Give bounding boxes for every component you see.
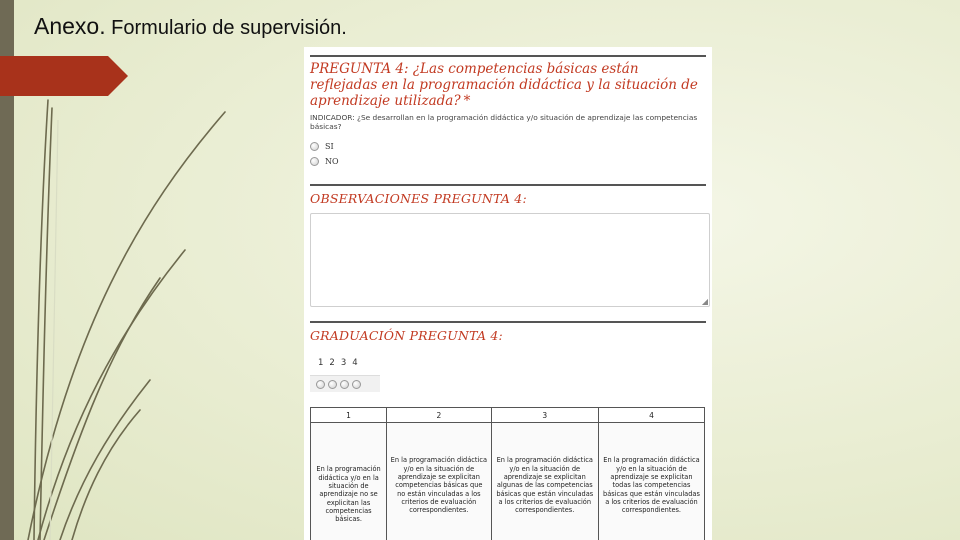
option-si[interactable]: [310, 142, 334, 151]
table-cell: En la programación didáctica y/o en la situación de aprendizaje se explicitan algunas de las competencias básicas que están vinculadas a los criterios de evaluación correspondientes.: [491, 423, 598, 540]
grading-radio-3[interactable]: [340, 380, 349, 389]
grading-radio-4[interactable]: [352, 380, 361, 389]
table-header-cell: 3: [491, 408, 598, 423]
scale-label: 1: [318, 358, 324, 368]
grading-title: GRADUACIÓN PREGUNTA 4:: [310, 328, 503, 343]
table-header-cell: 4: [598, 408, 704, 423]
grading-radio-1[interactable]: [316, 380, 325, 389]
slide-title: [34, 13, 347, 40]
option-no-label: NO: [325, 157, 339, 166]
scale-label: 2: [329, 358, 335, 368]
grading-radio-2[interactable]: [328, 380, 337, 389]
grading-rubric-table: [310, 407, 705, 540]
radio-si[interactable]: [310, 142, 319, 151]
slide-title-sub: Formulario de supervisión.: [105, 17, 347, 39]
table-cell: En la programación didáctica y/o en la situación de aprendizaje no se explicitan las competencias básicas.: [311, 423, 387, 540]
slide-title-main: Anexo.: [34, 13, 106, 39]
accent-arrow-shape: [0, 56, 128, 96]
table-header-cell: 1: [311, 408, 387, 423]
table-cell: En la programación didáctica y/o en la situación de aprendizaje se explicitan competencias básicas que no están vinculadas a los criterios de evaluación correspondientes.: [387, 423, 491, 540]
observations-title: OBSERVACIONES PREGUNTA 4:: [310, 191, 527, 206]
table-header-cell: 2: [387, 408, 491, 423]
scale-label: 3: [340, 358, 347, 368]
observations-textarea[interactable]: [310, 213, 710, 307]
required-mark: *: [463, 93, 471, 109]
table-cell: En la programación didáctica y/o en la situación de aprendizaje se explicitan todas las competencias básicas que están vinculadas a los criterios de evaluación correspondientes.: [598, 423, 704, 540]
question-text: PREGUNTA 4: ¿Las competencias básicas están reflejadas en la programación didáctica y la situación de aprendizaje utilizada?: [310, 61, 698, 109]
scale-label: 4: [352, 358, 358, 368]
resize-handle-icon[interactable]: ◢: [701, 297, 708, 306]
supervision-form-screenshot: [304, 47, 712, 540]
section-divider: [310, 184, 706, 186]
section-divider: [310, 321, 706, 323]
question-indicator: INDICADOR: ¿Se desarrollan en la programación didáctica y/o situación de aprendizaje las competencias básicas?: [310, 113, 698, 131]
option-si-label: SI: [325, 142, 334, 151]
table-row: [311, 423, 705, 540]
table-header-row: [311, 408, 705, 423]
option-no[interactable]: [310, 157, 339, 166]
grading-scale-radios: [310, 375, 380, 392]
radio-no[interactable]: [310, 157, 319, 166]
section-divider: [310, 55, 706, 57]
grading-scale-labels: [318, 358, 358, 368]
question-title: [310, 61, 706, 109]
